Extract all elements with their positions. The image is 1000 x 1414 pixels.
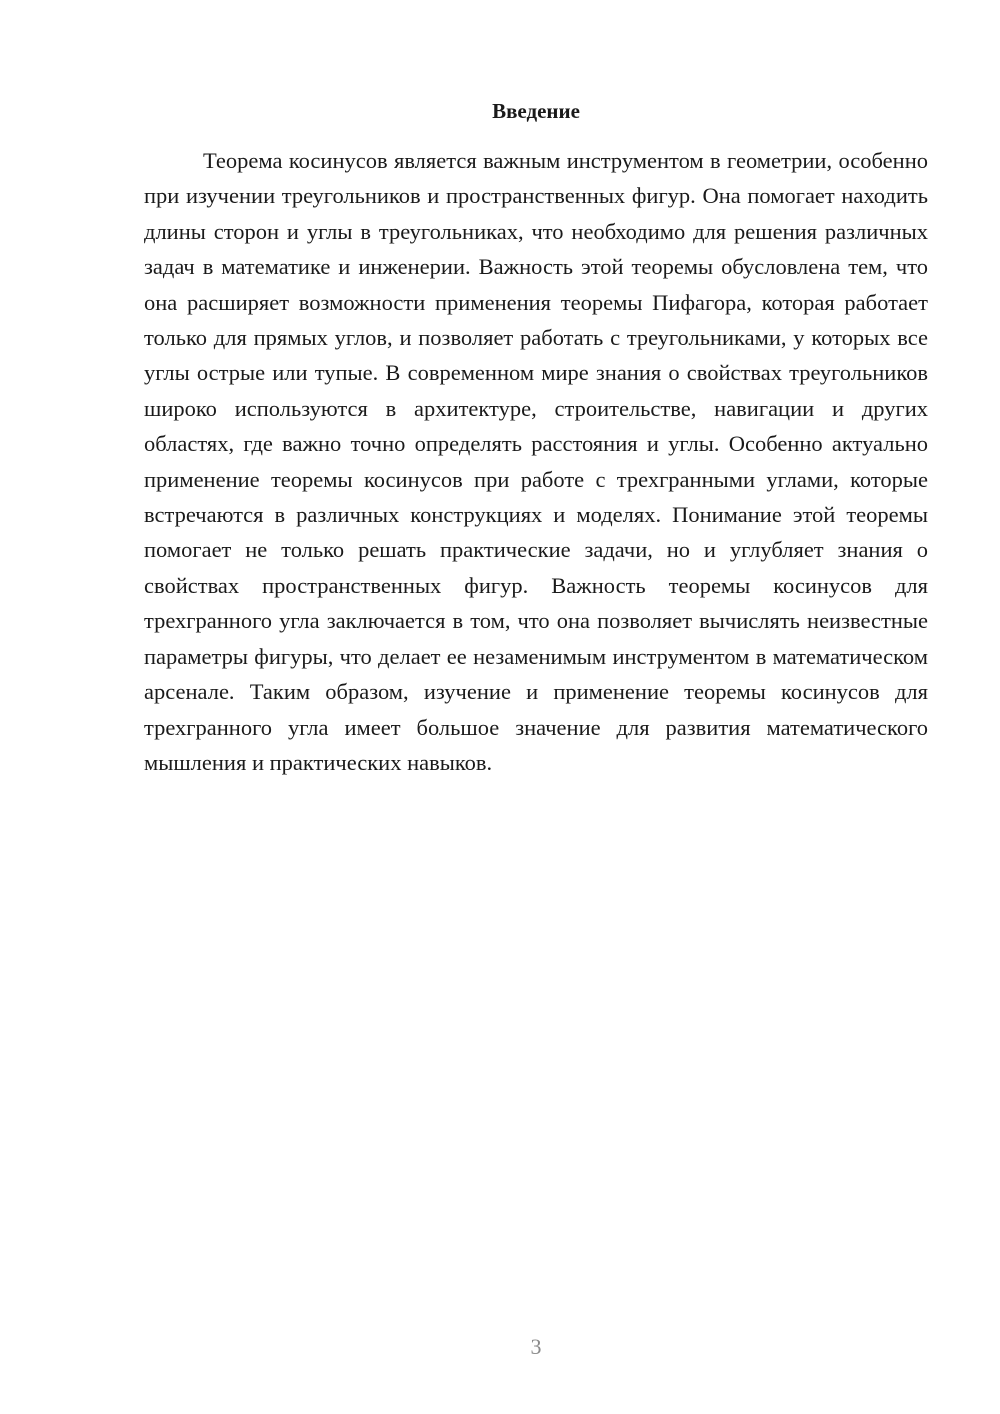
page-number: 3 [530, 1334, 542, 1359]
page-title: Введение [492, 99, 580, 123]
body-paragraph: Теорема косинусов является важным инструментом в геометрии, особенно при изучении треугольников и пространственных фигур. Она помогает находить длины сторон и углы в треугольниках, что необходимо для решения различных задач в математике и инженерии. Важность этой теоремы обусловлена тем, что она расширяет возможности применения теоремы Пифагора, которая работает только для прямых углов, и позволяет работать с треугольниками, у которых все углы острые или тупые. В современном мире знания о свойствах треугольников широко используются в архитектуре, строительстве, навигации и других областях, где важно точно определять расстояния и углы. Особенно актуально применение теоремы косинусов при работе с трехгранными углами, которые встречаются в различных конструкциях и моделях. Понимание этой теоремы помогает не только решать практические задачи, но и углубляет знания о свойствах пространственных фигур. Важность теоремы косинусов для трехгранного угла заключается в том, что она позволяет вычислять неизвестные параметры фигуры, что делает ее незаменимым инструментом в математическом арсенале. Таким образом, изучение и применение теоремы косинусов для трехгранного угла имеет большое значение для развития математического мышления и практических навыков. [144, 148, 928, 775]
